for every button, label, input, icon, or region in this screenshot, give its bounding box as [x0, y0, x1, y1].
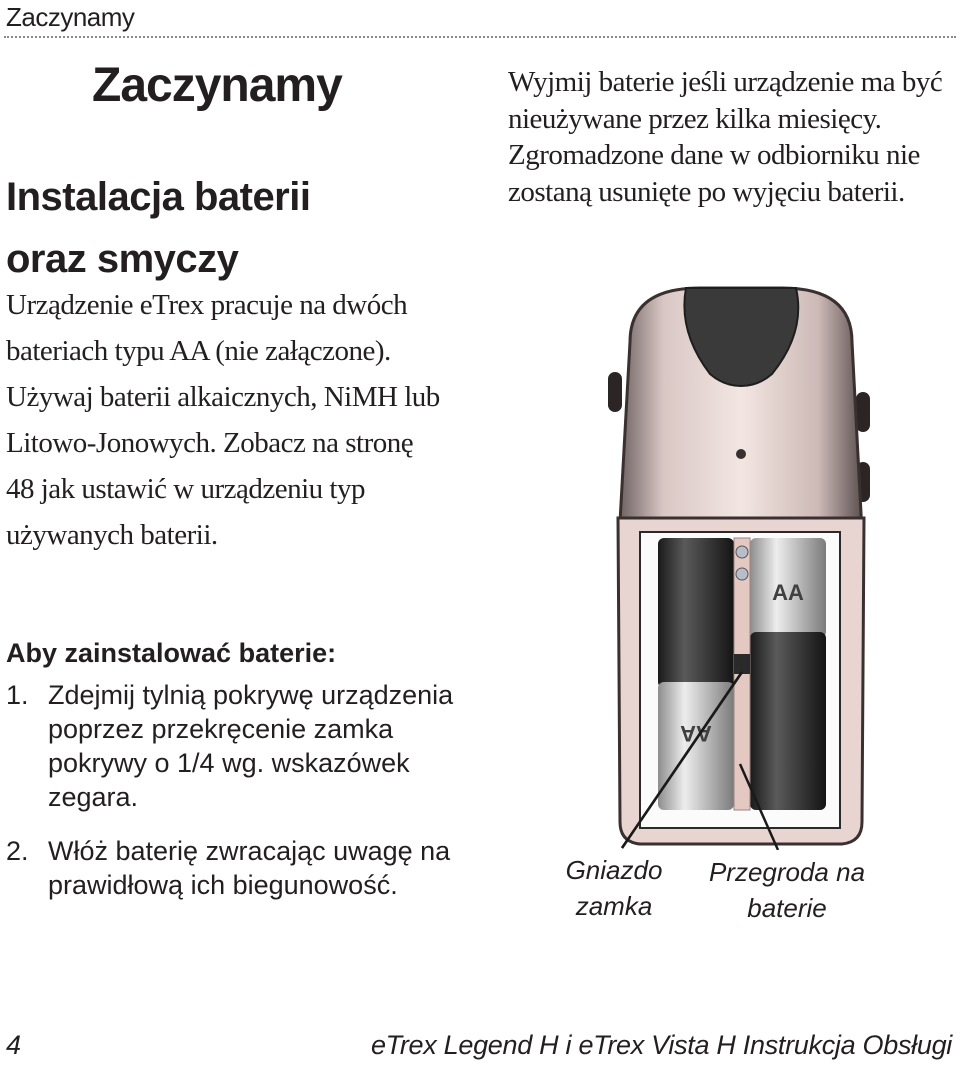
- step-item: [6, 678, 456, 814]
- procedure-heading: Aby zainstalować baterie:: [6, 638, 337, 668]
- step-text: Zdejmij tylnią pokrywę urządzenia poprzez przekręcenie zamka pokrywy o 1/4 wg. wskazówek zegara.: [48, 680, 454, 812]
- battery-label: AA: [772, 580, 804, 605]
- step-item: [6, 834, 456, 902]
- callout-battery-divider: [692, 854, 882, 926]
- callout-line: baterie: [747, 893, 827, 923]
- header-divider: [4, 36, 956, 38]
- page-title: Zaczynamy: [92, 59, 342, 112]
- callout-line: Gniazdo: [565, 855, 663, 885]
- intro-paragraph: Urządzenie eTrex pracuje na dwóch bateriach typu AA (nie załączone). Używaj baterii alkaicznych, NiMH lub Litowo-Jonowych. Zobacz na stronę 48 jak ustawić w urządzeniu typ używanych baterii.: [6, 289, 440, 551]
- procedure-steps: [6, 678, 456, 922]
- lock-socket: [734, 654, 750, 674]
- battery-1: [658, 538, 734, 810]
- device-illustration: [600, 282, 882, 850]
- battery-label: AA: [680, 721, 712, 746]
- header-section-label: Zaczynamy: [6, 2, 135, 32]
- step-text: Włóż baterię zwracając uwagę na prawidłową ich biegunowość.: [48, 836, 451, 900]
- section-title: [6, 166, 426, 290]
- footer-title: eTrex Legend H i eTrex Vista H Instrukcja Obsługi: [370, 1030, 952, 1060]
- step-number: 2.: [6, 836, 29, 866]
- callout-lock-socket: [554, 852, 674, 924]
- page-number: 4: [6, 1030, 22, 1060]
- battery-2: [750, 538, 826, 810]
- note-paragraph: Wyjmij baterie jeśli urządzenie ma być nieużywane przez kilka miesięcy. Zgromadzone dane w odbiorniku nie zostaną usunięte po wyjęciu baterii.: [508, 66, 943, 208]
- callout-line: Przegroda na: [708, 857, 866, 887]
- step-number: 1.: [6, 680, 29, 710]
- section-title-line-1: Instalacja baterii: [6, 175, 311, 219]
- callout-line: zamka: [575, 891, 653, 921]
- section-title-line-2: oraz smyczy: [6, 237, 239, 281]
